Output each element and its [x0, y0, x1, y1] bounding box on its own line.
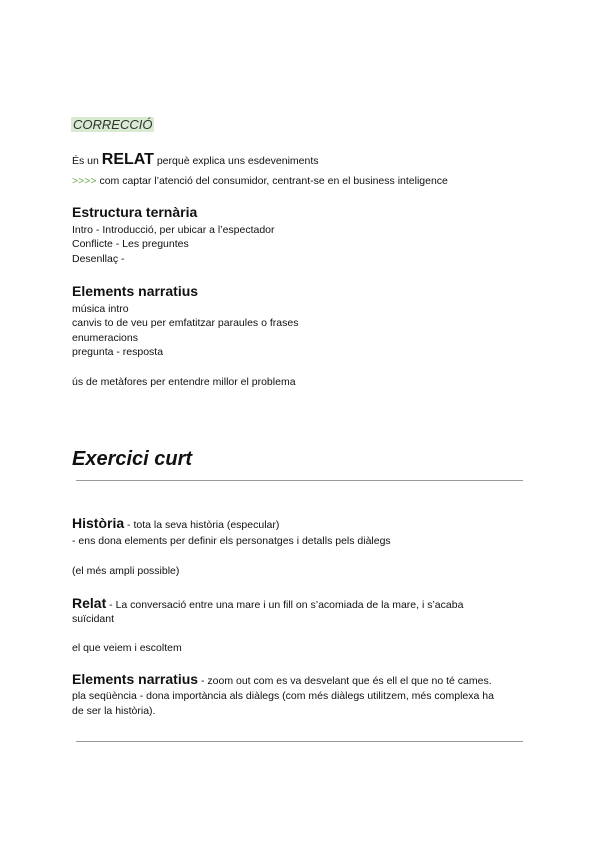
elements-line: canvis to de veu per emfatitzar paraules o frases	[72, 317, 299, 329]
correccio-label: CORRECCIÓ	[73, 117, 153, 132]
elements2-line3: de ser la història).	[72, 705, 156, 717]
relat-line3: el que veiem i escoltem	[72, 642, 182, 654]
exercici-title: Exercici curt	[72, 448, 193, 470]
elements2-text: - zoom out com es va desvelant que és ell el que no té cames.	[198, 675, 492, 687]
elements2-heading: Elements narratius	[72, 671, 199, 687]
elements2-line	[72, 672, 492, 688]
elements2-line2: pla seqüència - dona importància als diàlegs (com més diàlegs utilitzem, més complexa ha	[72, 690, 494, 702]
estructura-heading: Estructura ternària	[72, 204, 198, 220]
estructura-line: Intro - Introducció, per ubicar a l’espectador	[72, 224, 275, 236]
estructura-line: Conflicte - Les preguntes	[72, 238, 189, 250]
divider	[76, 480, 523, 481]
estructura-line: Desenllaç -	[72, 253, 125, 265]
elements-line: música intro	[72, 303, 129, 315]
historia-line2: - ens dona elements per definir els personatges i detalls pels diàlegs	[72, 535, 391, 547]
intro-arrow-text: com captar l’atenció del consumidor, centrant-se en el business inteligence	[96, 175, 448, 187]
intro-suffix: perquè explica uns esdeveniments	[153, 155, 319, 167]
relat-emphasis: RELAT	[101, 151, 154, 168]
relat-line	[72, 596, 463, 612]
historia-heading: Història	[72, 515, 125, 531]
relat-heading: Relat	[72, 595, 107, 611]
arrow-marker: >>>>	[72, 175, 97, 187]
historia-text: - tota la seva història (especular)	[124, 519, 280, 531]
relat-line2: suïcidant	[72, 613, 115, 625]
elements-extra: ús de metàfores per entendre millor el problema	[72, 376, 296, 388]
divider	[76, 741, 523, 742]
intro-arrow-line	[72, 174, 448, 188]
elements-line: pregunta - resposta	[72, 346, 164, 358]
historia-line3: (el més ampli possible)	[72, 565, 180, 577]
historia-line	[72, 516, 279, 532]
elements-line: enumeracions	[72, 332, 138, 344]
relat-text: - La conversació entre una mare i un fill on s’acomiada de la mare, i s’acaba	[106, 599, 464, 611]
elements-heading: Elements narratius	[72, 283, 199, 299]
intro-prefix: És un	[72, 155, 102, 167]
intro-line	[72, 153, 319, 168]
